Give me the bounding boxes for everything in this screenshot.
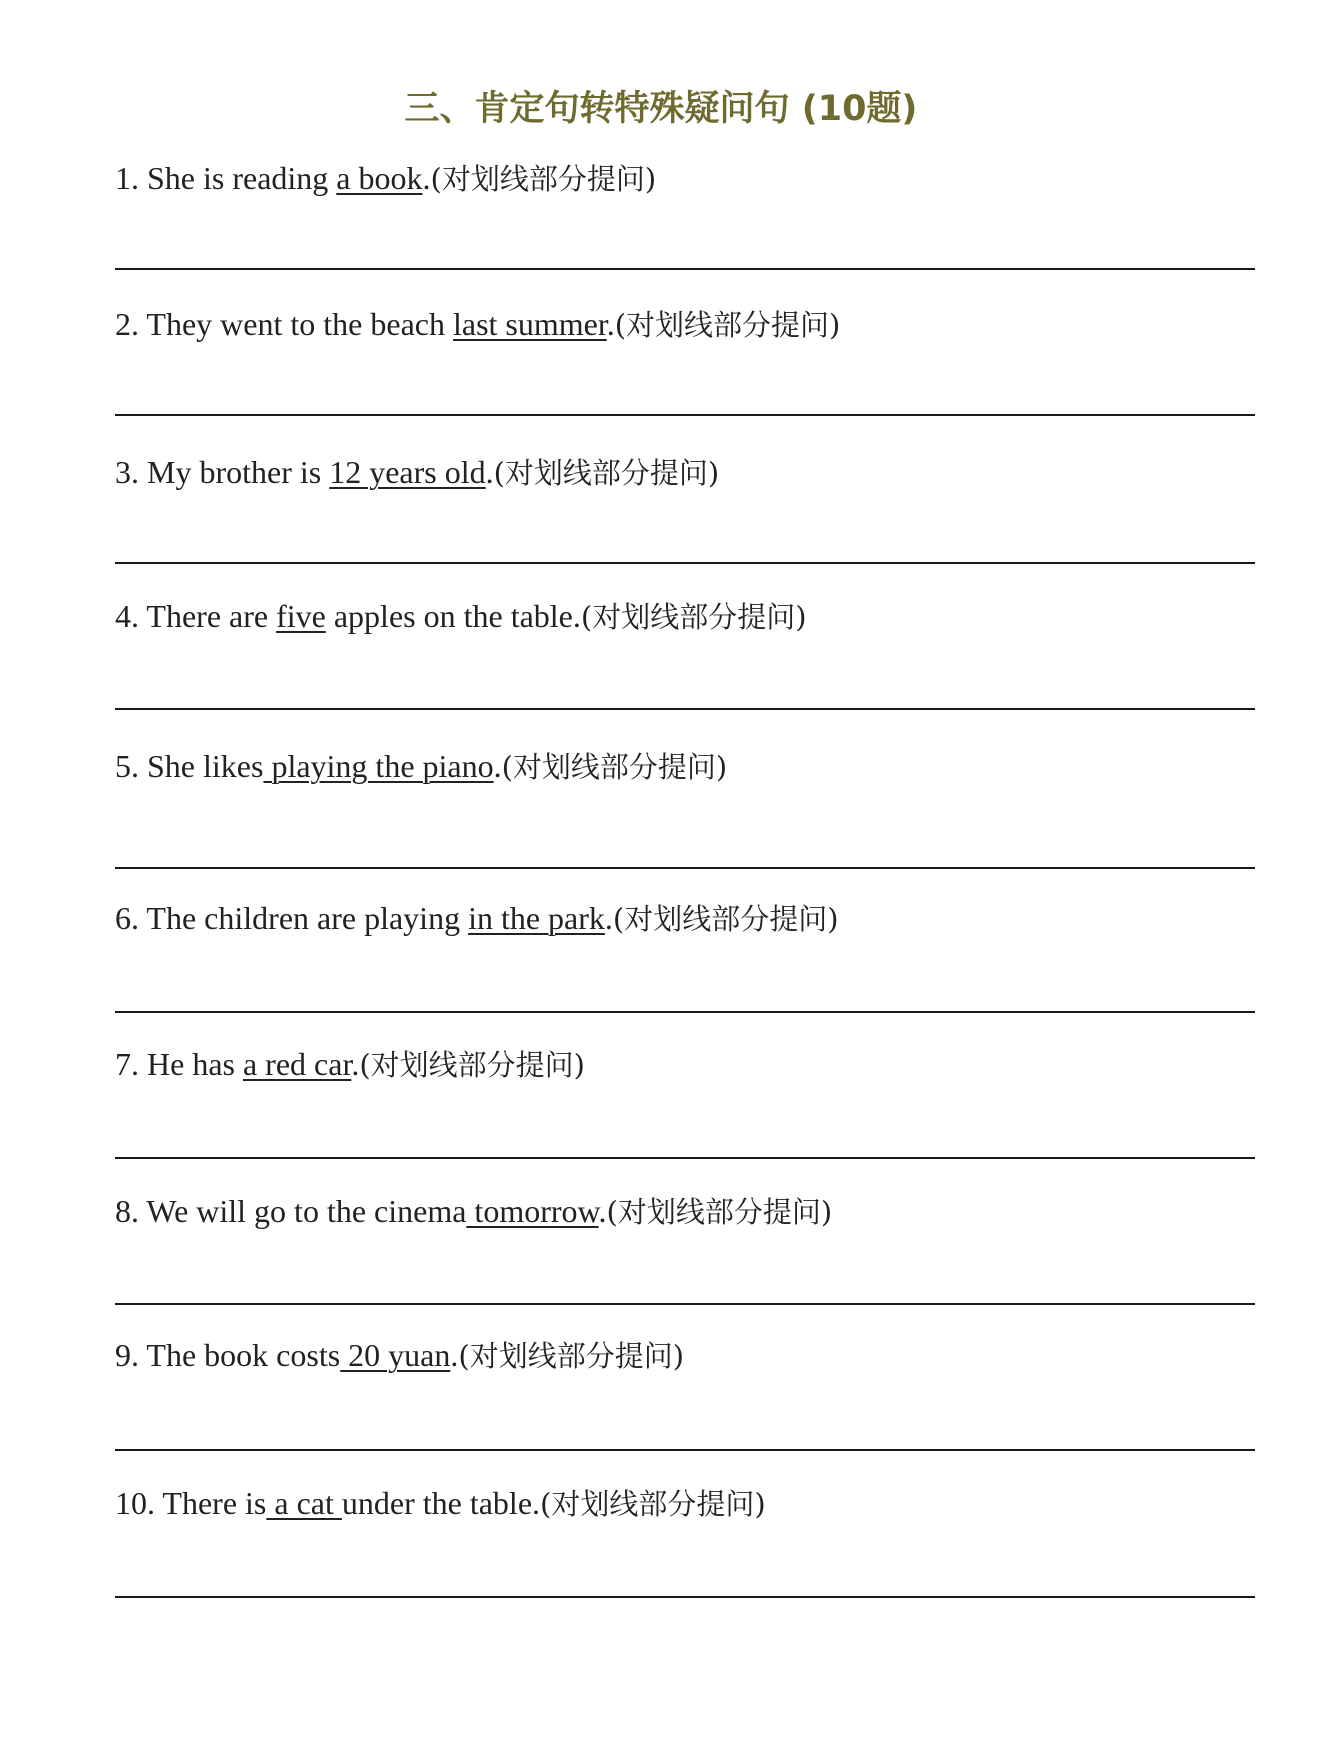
sentence-before: The book costs (146, 1337, 341, 1373)
question-number: 7. (115, 1046, 139, 1082)
sentence-before: My brother is (147, 454, 330, 490)
sentence-before: She is reading (147, 160, 337, 196)
underlined-part: in the park (468, 900, 605, 936)
answer-line[interactable] (115, 1303, 1255, 1305)
underlined-part: 20 yuan (340, 1337, 451, 1373)
question-number: 5. (115, 748, 139, 784)
answer-line[interactable] (115, 268, 1255, 270)
question-number: 4. (115, 598, 139, 634)
question-text (115, 1333, 684, 1378)
sentence-after: apples on the table. (325, 598, 581, 634)
section-title: 三、肯定句转特殊疑问句 (10题) (404, 89, 918, 129)
question-number: 9. (115, 1337, 139, 1373)
underlined-part: playing the piano (263, 748, 494, 784)
question-text (115, 594, 807, 639)
underlined-part: last summer (452, 306, 607, 342)
question-number: 2. (115, 306, 139, 342)
sentence-after: . (493, 748, 502, 784)
instruction-text: (对划线部分提问) (501, 750, 728, 784)
answer-line[interactable] (115, 1449, 1255, 1451)
question-text (115, 450, 719, 495)
instruction-text: (对划线部分提问) (430, 162, 657, 196)
question-text (115, 1481, 766, 1526)
sentence-before: We will go to the cinema (146, 1193, 467, 1229)
underlined-part: a red car (242, 1046, 352, 1082)
question-text (115, 744, 727, 789)
question-text (115, 302, 840, 347)
instruction-text: (对划线部分提问) (606, 1195, 833, 1229)
answer-line[interactable] (115, 1596, 1255, 1598)
sentence-before: He has (147, 1046, 243, 1082)
question-text (115, 1189, 832, 1234)
question-number: 10. (115, 1485, 155, 1521)
question-text (115, 896, 839, 941)
underlined-part: 12 years old (329, 454, 486, 490)
underlined-part: tomorrow (466, 1193, 599, 1229)
question-2 (115, 302, 1255, 452)
sentence-before: There are (146, 598, 277, 634)
sentence-after: . (606, 306, 615, 342)
question-9 (115, 1333, 1255, 1483)
sentence-after: . (422, 160, 431, 196)
sentence-after: . (604, 900, 613, 936)
instruction-text: (对划线部分提问) (614, 308, 841, 342)
question-1 (115, 156, 1255, 306)
question-10 (115, 1481, 1255, 1631)
question-7 (115, 1042, 1255, 1192)
sentence-before: The children are playing (146, 900, 469, 936)
question-4 (115, 594, 1255, 744)
instruction-text: (对划线部分提问) (359, 1048, 585, 1082)
sentence-after: . (351, 1046, 360, 1082)
question-6 (115, 896, 1255, 1046)
sentence-after: . (485, 454, 494, 490)
sentence-before: She likes (147, 748, 264, 784)
answer-line[interactable] (115, 1011, 1255, 1013)
sentence-after: under the table. (341, 1485, 541, 1521)
sentence-after: . (450, 1337, 459, 1373)
question-text (115, 156, 656, 201)
underlined-part: a book (336, 160, 423, 196)
instruction-text: (对划线部分提问) (580, 600, 807, 634)
answer-line[interactable] (115, 1157, 1255, 1159)
question-number: 6. (115, 900, 139, 936)
sentence-before: There is (162, 1485, 267, 1521)
question-5 (115, 744, 1255, 894)
question-8 (115, 1189, 1255, 1339)
instruction-text: (对划线部分提问) (493, 456, 720, 490)
instruction-text: (对划线部分提问) (540, 1487, 766, 1521)
sentence-before: They went to the beach (146, 306, 453, 342)
answer-line[interactable] (115, 708, 1255, 710)
underlined-part: a cat (266, 1485, 342, 1521)
underlined-part: five (276, 598, 326, 634)
sentence-after: . (598, 1193, 607, 1229)
question-number: 1. (115, 160, 139, 196)
question-text (115, 1042, 585, 1087)
answer-line[interactable] (115, 867, 1255, 869)
question-number: 3. (115, 454, 139, 490)
answer-line[interactable] (115, 414, 1255, 416)
answer-line[interactable] (115, 562, 1255, 564)
question-number: 8. (115, 1193, 139, 1229)
instruction-text: (对划线部分提问) (458, 1339, 685, 1373)
instruction-text: (对划线部分提问) (612, 902, 839, 936)
question-3 (115, 450, 1255, 600)
